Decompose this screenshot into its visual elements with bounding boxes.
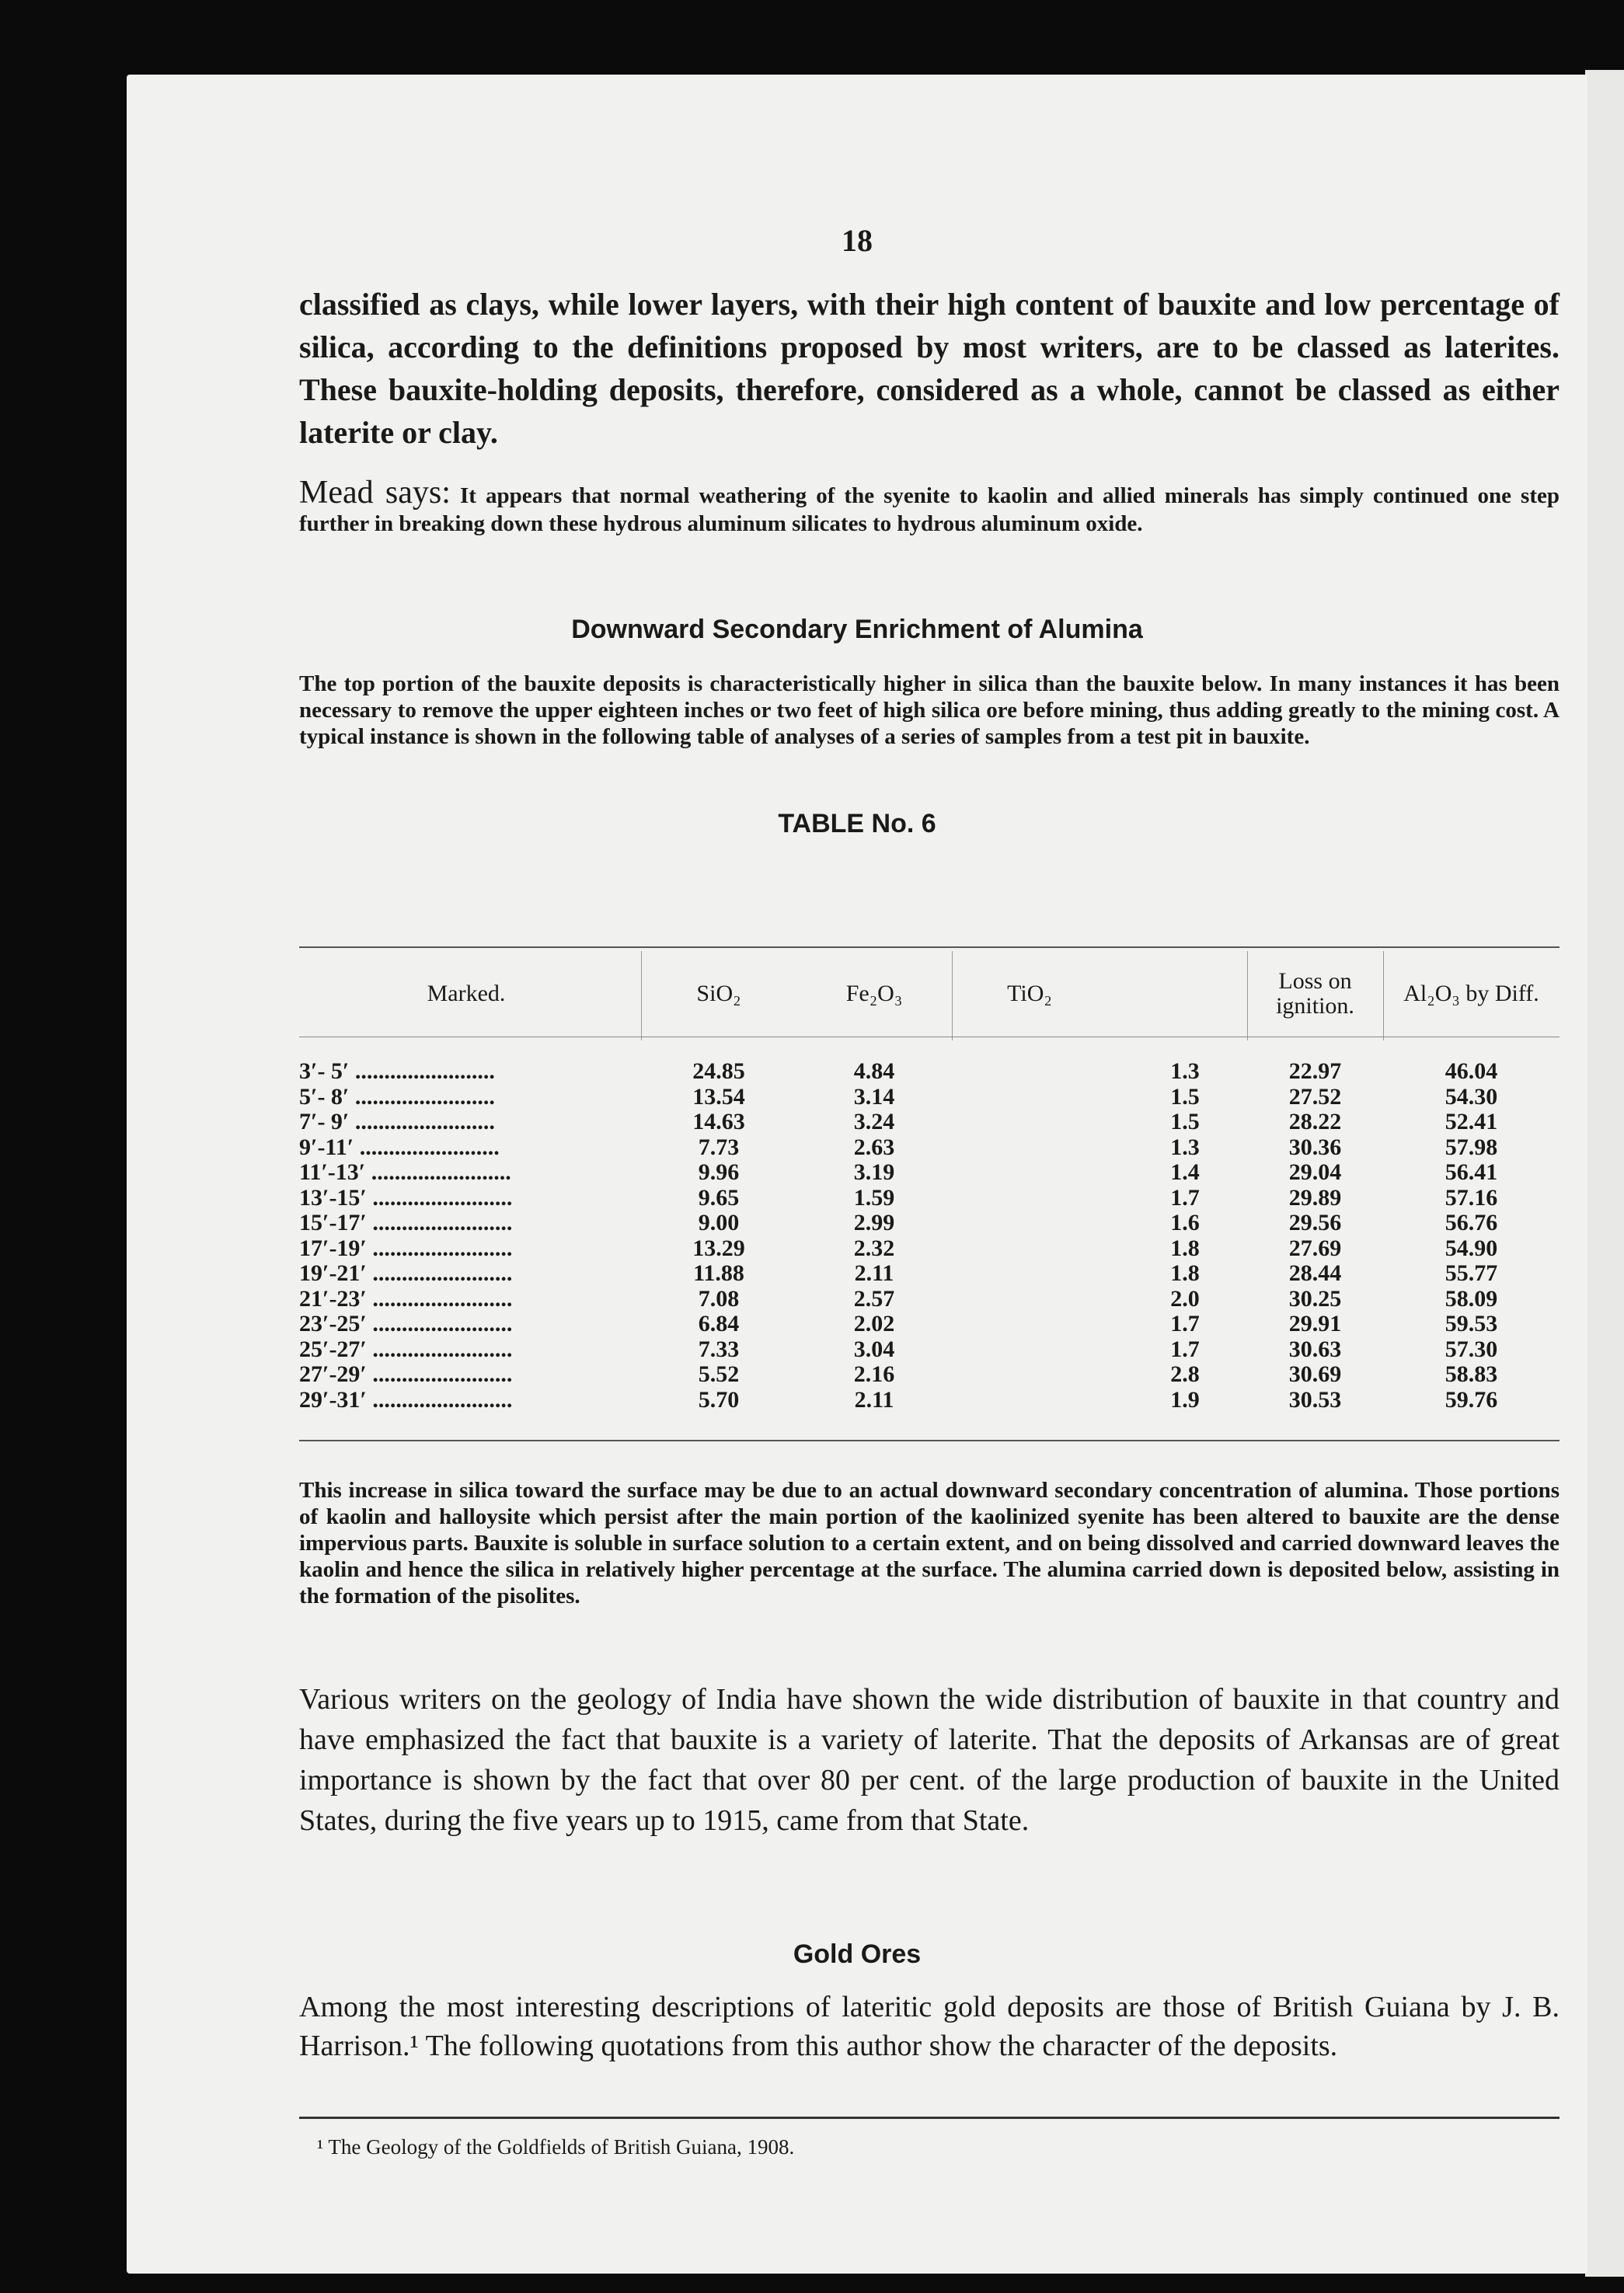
header-marked: Marked.: [427, 981, 506, 1006]
quote-lead: Mead says:: [299, 475, 451, 511]
cell-tio2: 1.8: [1170, 1235, 1200, 1261]
cell-al2o3: 54.90: [1445, 1235, 1498, 1261]
cell-loss: 30.25: [1288, 1285, 1342, 1312]
cell-sio2: 24.85: [692, 1058, 745, 1084]
cell-fe2o3: 2.63: [853, 1134, 895, 1160]
section-heading-gold-ores: Gold Ores: [793, 1939, 922, 1969]
cell-fe2o3: 2.99: [853, 1210, 895, 1235]
table-row: [299, 1109, 1560, 1134]
cell-al2o3: 55.77: [1445, 1260, 1498, 1286]
cell-fe2o3: 3.24: [853, 1109, 895, 1134]
cell-sio2: 13.54: [692, 1083, 745, 1110]
cell-loss: 30.36: [1288, 1134, 1342, 1160]
cell-fe2o3: 2.57: [853, 1285, 895, 1312]
cell-loss: 28.22: [1288, 1109, 1342, 1134]
table-row: [299, 1286, 1560, 1312]
header-sio2: SiO₂: [696, 981, 741, 1006]
cell-marked: 27′-29′ ........................: [299, 1361, 513, 1387]
quote-text: It appears that normal weathering of the syenite to kaolin and allied minerals has simply continued one step further in breaking down these hydrous aluminum silicates to hydrous aluminum oxide.: [299, 483, 1560, 536]
cell-sio2: 7.33: [698, 1336, 740, 1362]
cell-loss: 28.44: [1288, 1260, 1342, 1286]
cell-marked: 5′- 8′ ........................: [299, 1083, 495, 1110]
cell-al2o3: 46.04: [1445, 1058, 1498, 1084]
table-row: [299, 1159, 1560, 1185]
cell-fe2o3: 2.32: [853, 1235, 895, 1261]
table-row: [299, 1311, 1560, 1336]
cell-sio2: 9.96: [698, 1159, 740, 1185]
page-number: 18: [842, 223, 873, 258]
cell-sio2: 9.65: [698, 1184, 740, 1211]
cell-tio2: 1.9: [1170, 1386, 1200, 1413]
cell-sio2: 5.70: [698, 1386, 740, 1413]
cell-al2o3: 52.41: [1445, 1109, 1498, 1134]
cell-loss: 27.52: [1288, 1083, 1342, 1110]
cell-tio2: 1.5: [1170, 1109, 1200, 1134]
cell-tio2: 1.7: [1170, 1336, 1200, 1362]
cell-sio2: 11.88: [693, 1260, 744, 1286]
mead-quote: [299, 475, 1560, 538]
cell-fe2o3: 1.59: [853, 1184, 895, 1211]
table-row: [299, 1185, 1560, 1211]
cell-al2o3: 59.76: [1445, 1386, 1498, 1413]
cell-loss: 29.56: [1288, 1210, 1342, 1235]
cell-fe2o3: 2.11: [854, 1386, 894, 1413]
cell-marked: 23′-25′ ........................: [299, 1311, 513, 1336]
paragraph-gold-deposits: Among the most interesting descriptions of lateritic gold deposits are those of British Guiana by J. B. Harrison.¹ The following quotations from this author show the character of the deposits.: [299, 1991, 1560, 2062]
cell-marked: 15′-17′ ........................: [299, 1210, 513, 1235]
page-sheet: [127, 75, 1587, 2274]
paragraph-classification: classified as clays, while lower layers, with their high content of bauxite and low percentage of silica, according to the definitions proposed by most writers, are to be classed as laterites. These bauxite-holding deposits, therefore, considered as a whole, cannot be classed as either laterite or clay.: [299, 287, 1560, 450]
cell-sio2: 6.84: [698, 1311, 740, 1336]
table-row: [299, 1235, 1560, 1261]
cell-al2o3: 57.30: [1445, 1336, 1498, 1362]
cell-al2o3: 58.09: [1445, 1285, 1498, 1312]
cell-loss: 22.97: [1288, 1058, 1342, 1084]
analysis-table: [299, 951, 1560, 1412]
cell-sio2: 14.63: [692, 1109, 745, 1134]
table-bottom-rule: [299, 1440, 1560, 1441]
table-row: [299, 1210, 1560, 1235]
cell-al2o3: 56.76: [1445, 1210, 1498, 1235]
cell-sio2: 7.73: [698, 1134, 740, 1160]
cell-fe2o3: 2.02: [853, 1311, 895, 1336]
cell-loss: 29.89: [1288, 1184, 1342, 1211]
header-tio2: TiO₂: [1007, 981, 1052, 1006]
cell-tio2: 2.8: [1170, 1361, 1200, 1387]
cell-marked: 7′- 9′ ........................: [299, 1109, 495, 1134]
cell-tio2: 2.0: [1170, 1285, 1200, 1312]
cell-fe2o3: 2.11: [854, 1260, 894, 1286]
cell-sio2: 7.08: [698, 1285, 740, 1312]
cell-tio2: 1.3: [1170, 1134, 1200, 1160]
cell-al2o3: 54.30: [1445, 1083, 1498, 1110]
cell-fe2o3: 3.04: [853, 1336, 895, 1362]
table-row: [299, 1361, 1560, 1387]
cell-loss: 29.04: [1288, 1159, 1342, 1185]
cell-tio2: 1.4: [1170, 1159, 1200, 1185]
cell-marked: 11′-13′ ........................: [299, 1159, 511, 1185]
header-loss-on-ignition: Loss on ignition.: [1276, 968, 1354, 1019]
paragraph-top-portion: The top portion of the bauxite deposits is characteristically higher in silica than the bauxite below. In many instances it has been necessary to remove the upper eighteen inches or two feet of high silica ore before mining, thus adding greatly to the mining cost. A typical instance is shown in the following table of analyses of a series of samples from a test pit in bauxite.: [299, 671, 1560, 749]
footnote-rule: [299, 2117, 1560, 2119]
cell-fe2o3: 4.84: [853, 1058, 895, 1084]
table-row: [299, 1260, 1560, 1286]
table-title: TABLE No. 6: [778, 809, 936, 838]
table-body: [299, 1058, 1560, 1412]
cell-marked: 19′-21′ ........................: [299, 1260, 513, 1286]
document-page: [127, 75, 1587, 2274]
cell-tio2: 1.3: [1170, 1058, 1200, 1084]
cell-tio2: 1.7: [1170, 1311, 1200, 1336]
cell-al2o3: 58.83: [1445, 1361, 1498, 1387]
paragraph-india-writers: Various writers on the geology of India have shown the wide distribution of bauxite in that country and have emphasized the fact that bauxite is a variety of laterite. That the deposits of Arkansas are of great importance is shown by the fact that over 80 per cent. of the large production of bauxite in the United States, during the five years up to 1915, came from that State.: [299, 1683, 1560, 1837]
cell-loss: 27.69: [1288, 1235, 1342, 1261]
cell-al2o3: 57.16: [1445, 1184, 1498, 1211]
cell-loss: 30.63: [1288, 1336, 1342, 1362]
header-al2o3: Al₂O₃ by Diff.: [1403, 981, 1539, 1006]
cell-marked: 9′-11′ ........................: [299, 1134, 500, 1160]
cell-sio2: 13.29: [692, 1235, 745, 1261]
table-row: [299, 1134, 1560, 1160]
cell-fe2o3: 3.19: [853, 1159, 895, 1185]
adjacent-page-edge: [1585, 70, 1624, 2277]
table-row: [299, 1387, 1560, 1413]
paragraph-silica-increase: This increase in silica toward the surface may be due to an actual downward secondary concentration of alumina. Those portions of kaolin and halloysite which persist after the main portion of the kaolinized syenite has been altered to bauxite are the dense impervious parts. Bauxite is soluble in surface solution to a certain extent, and on being dissolved and carried downward leaves the kaolin and hence the silica in relatively higher percentage at the surface. The alumina carried down is deposited below, assisting in the formation of the pisolites.: [299, 1478, 1560, 1608]
cell-sio2: 9.00: [698, 1210, 740, 1235]
cell-tio2: 1.6: [1170, 1210, 1200, 1235]
table-header: [299, 951, 1560, 1037]
cell-loss: 29.91: [1288, 1311, 1342, 1336]
table-top-rule: [299, 946, 1560, 948]
cell-marked: 21′-23′ ........................: [299, 1285, 513, 1312]
cell-marked: 25′-27′ ........................: [299, 1336, 513, 1362]
table-row: [299, 1084, 1560, 1110]
cell-al2o3: 57.98: [1445, 1134, 1498, 1160]
cell-fe2o3: 2.16: [853, 1361, 895, 1387]
cell-fe2o3: 3.14: [853, 1083, 895, 1110]
section-heading-enrichment: Downward Secondary Enrichment of Alumina: [571, 615, 1143, 644]
cell-marked: 3′- 5′ ........................: [299, 1058, 495, 1084]
cell-sio2: 5.52: [698, 1361, 740, 1387]
header-fe2o3: Fe₂O₃: [845, 981, 903, 1006]
cell-al2o3: 59.53: [1445, 1311, 1498, 1336]
cell-tio2: 1.8: [1170, 1260, 1200, 1286]
table-row: [299, 1058, 1560, 1084]
cell-tio2: 1.5: [1170, 1083, 1200, 1110]
cell-marked: 17′-19′ ........................: [299, 1235, 513, 1261]
cell-tio2: 1.7: [1170, 1184, 1200, 1211]
cell-al2o3: 56.41: [1445, 1159, 1498, 1185]
cell-loss: 30.53: [1288, 1386, 1342, 1413]
footnote: ¹ The Geology of the Goldfields of British Guiana, 1908.: [317, 2135, 795, 2159]
table-row: [299, 1336, 1560, 1362]
cell-marked: 13′-15′ ........................: [299, 1184, 513, 1211]
cell-loss: 30.69: [1288, 1361, 1342, 1387]
cell-marked: 29′-31′ ........................: [299, 1386, 513, 1413]
